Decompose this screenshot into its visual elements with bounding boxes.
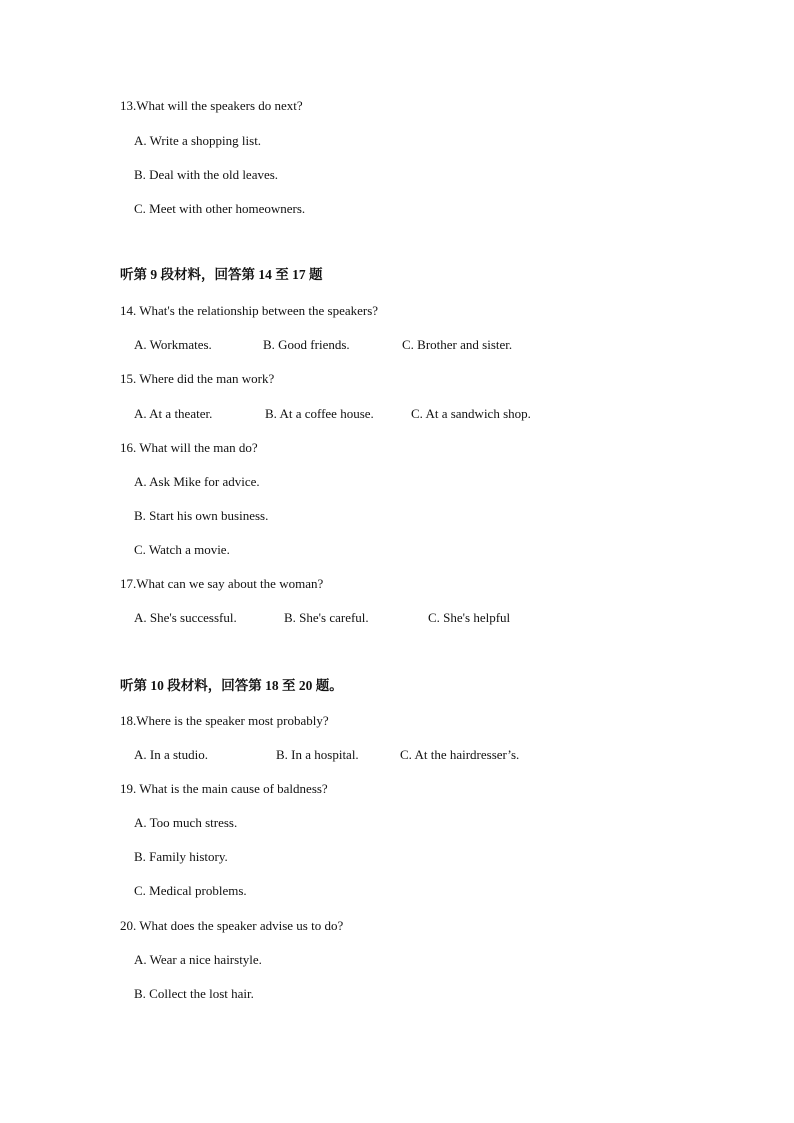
question-15: 15. Where did the man work? [120,371,275,386]
q16-option-a: A. Ask Mike for advice. [134,474,260,489]
q13-option-a: A. Write a shopping list. [134,133,262,148]
q20-option-a: A. Wear a nice hairstyle. [134,952,262,967]
q19-option-c: C. Medical problems. [134,883,247,898]
question-18: 18.Where is the speaker most probably? [120,713,329,728]
q19-option-b: B. Family history. [134,849,228,864]
q14-option-b: B. Good friends. [263,337,350,352]
question-17: 17.What can we say about the woman? [120,576,324,591]
q14-option-c: C. Brother and sister. [402,337,513,352]
question-14: 14. What's the relationship between the speakers? [120,303,379,318]
q13-option-c: C. Meet with other homeowners. [134,201,306,216]
q15-option-b: B. At a coffee house. [265,406,374,421]
q17-option-a: A. She's successful. [134,610,237,625]
section-10-heading: 听第 10 段材料，回答第 18 至 20 题。 [120,678,343,693]
q13-option-b: B. Deal with the old leaves. [134,167,279,182]
question-19: 19. What is the main cause of baldness? [120,781,328,796]
q15-option-c: C. At a sandwich shop. [411,406,531,421]
q17-option-c: C. She's helpful [428,610,511,625]
q16-option-b: B. Start his own business. [134,508,269,523]
q18-option-a: A. In a studio. [134,747,209,762]
q19-option-a: A. Too much stress. [134,815,238,830]
section-9-heading: 听第 9 段材料，回答第 14 至 17 题 [120,267,323,282]
question-16: 16. What will the man do? [120,440,258,455]
question-20: 20. What does the speaker advise us to do? [120,918,344,933]
q14-option-a: A. Workmates. [134,337,212,352]
q17-option-b: B. She's careful. [284,610,369,625]
q20-option-b: B. Collect the lost hair. [134,986,254,1001]
q16-option-c: C. Watch a movie. [134,542,230,557]
q18-option-c: C. At the hairdresser’s. [400,747,520,762]
q15-option-a: A. At a theater. [134,406,213,421]
q18-option-b: B. In a hospital. [276,747,359,762]
question-13: 13.What will the speakers do next? [120,98,303,113]
